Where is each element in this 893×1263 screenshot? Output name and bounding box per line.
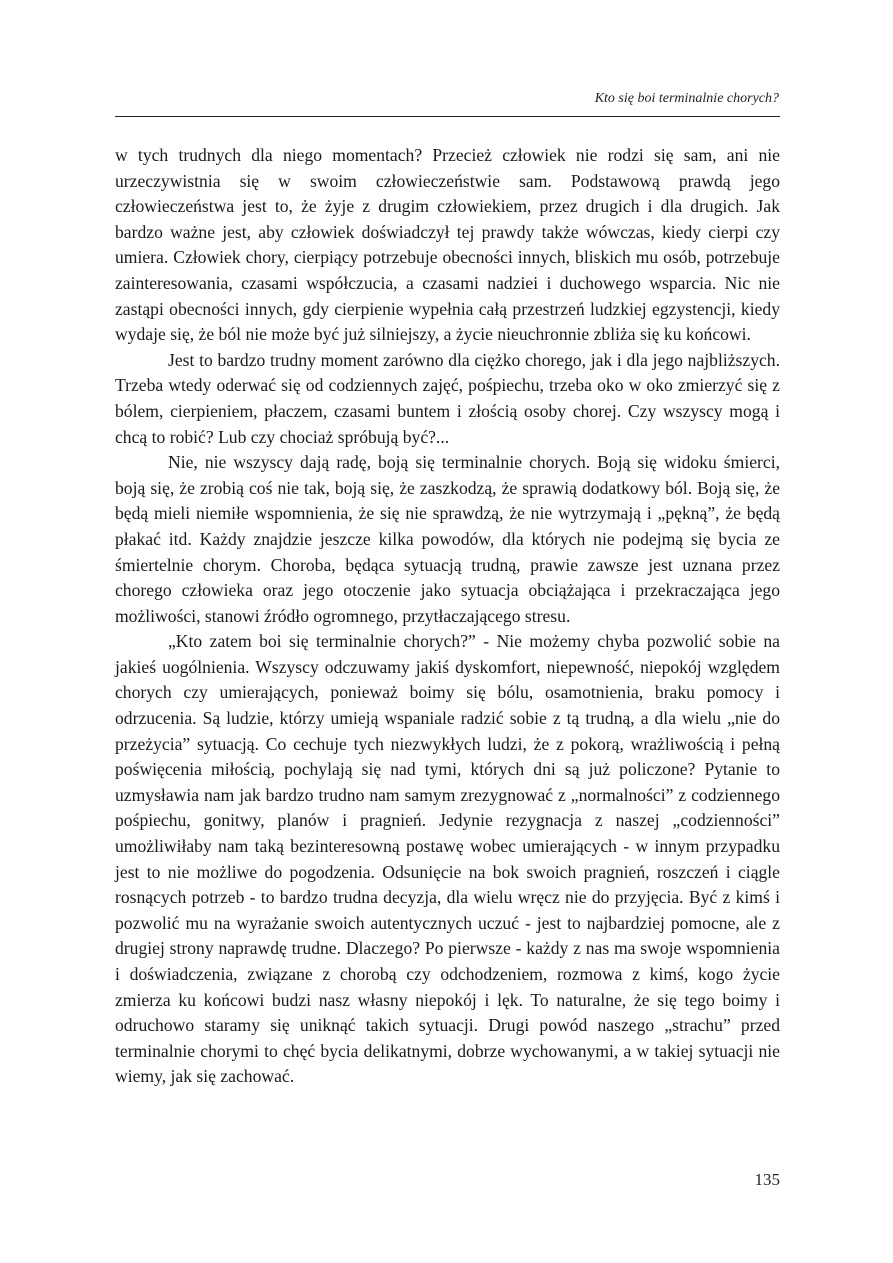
paragraph-2: Jest to bardzo trudny moment zarówno dla ciężko chorego, jak i dla jego najbliższych. Trzeba wtedy oderwać się od codziennych zajęć, pośpiechu, trzeba oko w oko zmierzyć się z bólem, cierpieniem, płaczem, czasami buntem i złością osoby chorej. Czy wszyscy mogą i chcą to robić? Lub czy chociaż spróbują być?... — [115, 349, 780, 447]
running-head-title: Kto się boi terminalnie chorych? — [594, 91, 779, 106]
page-number: 135 — [754, 1170, 780, 1189]
paragraph-1: w tych trudnych dla niego momentach? Przecież człowiek nie rodzi się sam, ani nie urzeczywistnia się w swoim człowieczeństwie sam. Podstawową prawdą jego człowieczeństwa jest to, że żyje z drugim człowiekiem, przez drugich i dla drugich. Jak bardzo ważne jest, aby człowiek doświadczył tej prawdy także wówczas, kiedy cierpi czy umiera. Człowiek chory, cierpiący potrzebuje obecności innych, bliskich mu osób, potrzebuje zainteresowania, czasami współczucia, a czasami nadziei i duchowego wsparcia. Nic nie zastąpi obecności innych, gdy cierpienie wypełnia całą przestrzeń ludzkiej egzystencji, kiedy wydaje się, że ból nie może być już silniejszy, a życie nieuchronnie zbliża się ku końcowi. — [115, 145, 780, 345]
body-text — [115, 143, 780, 1090]
paragraph-3: Nie, nie wszyscy dają radę, boją się terminalnie chorych. Boją się widoku śmierci, boją się, że zrobią coś nie tak, boją się, że zaszkodzą, że sprawią dodatkowy ból. Boją się, że będą mieli niemiłe wspomnienia, że się nie sprawdzą, że nie wytrzymają i „pękną”, że będą płakać itd. Każdy znajdzie jeszcze kilka powodów, dla których nie podejmą się bycia ze śmiertelnie chorym. Choroba, będąca sytuacją trudną, prawie zawsze jest uznana przez chorego człowieka oraz jego otoczenie jako sytuacja obciążająca i przekraczająca jego możliwości, stanowi źródło ogromnego, przytłaczającego stresu. — [115, 452, 780, 626]
header-rule — [115, 116, 780, 117]
paragraph-4: „Kto zatem boi się terminalnie chorych?” - Nie możemy chyba pozwolić sobie na jakieś uogólnienia. Wszyscy odczuwamy jakiś dyskomfort, niepewność, niepokój względem chorych czy umierających, ponieważ boimy się bólu, osamotnienia, braku pomocy i odrzucenia. Są ludzie, którzy umieją wspaniale radzić sobie z tą trudną, a dla wielu „nie do przeżycia” sytuacją. Co cechuje tych niezwykłych ludzi, że z pokorą, wrażliwością i pełną poświęcenia miłością, pochylają się nad tymi, których dni są już policzone? Pytanie to uzmysławia nam jak bardzo trudno nam samym zrezygnować z „normalności” z codziennego pośpiechu, gonitwy, planów i pragnień. Jedynie rezygnacja z naszej „codzienności” umożliwiłaby nam taką bezinteresowną postawę wobec umierających - w innym przypadku jest to nie możliwe do pogodzenia. Odsunięcie na bok swoich pragnień, roszczeń i ciągle rosnących potrzeb - to bardzo trudna decyzja, dla wielu wręcz nie do przyjęcia. Być z kimś i pozwolić mu na wyrażanie swoich autentycznych uczuć - jest to najbardziej pomocne, ale z drugiej strony naprawdę trudne. Dlaczego? Po pierwsze - każdy z nas ma swoje wspomnienia i doświadczenia, związane z chorobą czy odchodzeniem, rozmowa z kimś, kogo życie zmierza ku końcowi budzi nasz własny niepokój i lęk. To naturalne, że się tego boimy i odruchowo staramy się uniknąć takich sytuacji. Drugi powód naszego „strachu” przed terminalnie chorymi to chęć bycia delikatnymi, dobrze wychowanymi, a w takiej sytuacji nie wiemy, jak się zachować. — [115, 631, 780, 1087]
